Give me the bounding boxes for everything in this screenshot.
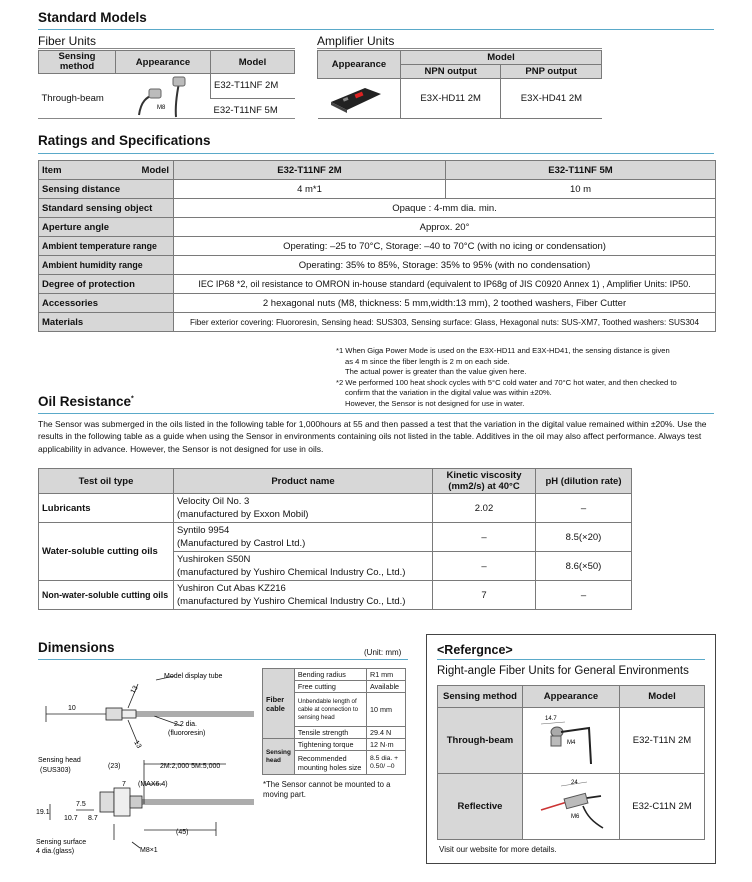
oil-ph: – <box>536 494 632 523</box>
fiber-method: Through-beam <box>41 93 104 104</box>
divider <box>38 118 295 119</box>
spec-fiber-cable: Fiber cable <box>263 669 295 739</box>
ratings-row-label: Sensing distance <box>39 180 174 199</box>
amp-header-pnp: PNP output <box>501 65 602 79</box>
footnote-line: as 4 m since the fiber length is 2 m on each side. <box>345 356 510 366</box>
spec-value: R1 mm <box>367 669 406 681</box>
section-rule <box>437 659 705 660</box>
ratings-value: Approx. 20° <box>174 218 716 237</box>
ratings-row-label: Materials <box>39 313 174 332</box>
footnote-line: The actual power is greater than the value given here. <box>345 367 527 377</box>
ref-header-appearance: Appearance <box>523 686 620 708</box>
reflective-image <box>531 776 611 834</box>
ref-method: Reflective <box>438 774 523 840</box>
ref-header-method: Sensing method <box>438 686 523 708</box>
dim-length: 2M:2,000 5M:5,000 <box>160 763 221 770</box>
amplifier-image <box>321 80 391 114</box>
dim-thirteen-b: 13 <box>132 739 143 750</box>
amp-appearance <box>318 79 401 119</box>
product-name: Yushiroken S50N <box>177 554 251 565</box>
oil-type: Water-soluble cutting oils <box>39 523 174 581</box>
dim-10-7: 10.7 <box>64 815 78 822</box>
oil-paragraph: The Sensor was submerged in the oils listed in the following table for 1,000hours at 55 and then passed a test that the variation in the digital value remained within ±20%. Use the results in the following table as a guide when using the Sensor in environments containing oils not listed in the table. Additives in the oil may also affect performance. Always test applicability in advance. However, the Sensor is not designed for use in oils. <box>38 419 707 454</box>
ref-method: Through-beam <box>438 708 523 774</box>
divider <box>317 48 602 49</box>
dimensions-drawing <box>36 664 262 860</box>
ratings-value: Operating: –25 to 70°C, Storage: –40 to 70°C (with no icing or condensation) <box>174 237 716 256</box>
oil-viscosity: – <box>433 523 536 552</box>
ref-dim-2: M4 <box>567 740 576 746</box>
oil-viscosity: – <box>433 552 536 581</box>
ratings-value: IEC IP68 *2, oil resistance to OMRON in-house standard (equivalent to IP68g of JIS C0920 Annex 1) , Amplifier Units: IP50. <box>174 275 716 294</box>
section-rule <box>38 153 714 154</box>
fiber-model-2: E32-T11NF 5M <box>213 105 278 117</box>
ref-model: E32-C11N 2M <box>620 774 705 840</box>
spec-value: 12 N·m <box>367 739 406 751</box>
m8-label: M8 <box>156 105 165 111</box>
ratings-col-2: E32-T11NF 5M <box>446 161 716 180</box>
reference-footer: Visit our website for more details. <box>439 845 557 854</box>
product-name: Syntilo 9954 <box>177 525 230 536</box>
spec-sensing-head: Sensing head <box>263 739 295 775</box>
ratings-value: 2 hexagonal nuts (M8, thickness: 5 mm,width:13 mm), 2 toothed washers, Fiber Cutter <box>174 294 716 313</box>
spec-key: Bending radius <box>294 669 366 681</box>
spec-value: Available <box>367 681 406 693</box>
product-maker: (Manufactured by Castrol Ltd.) <box>177 538 306 549</box>
footnote-line: However, the Sensor is not designed for use in water. <box>345 398 525 408</box>
dim-23: (23) <box>108 763 121 770</box>
dim-surface: Sensing surface <box>36 839 87 846</box>
ratings-row-label: Aperture angle <box>39 218 174 237</box>
ref-dim-2: M6 <box>571 814 580 820</box>
dim-8-7: 8.7 <box>88 815 98 822</box>
fiber-spec-table <box>262 668 406 775</box>
section-rule <box>38 29 714 30</box>
oil-product <box>174 494 433 523</box>
ref-header-model: Model <box>620 686 705 708</box>
oil-type: Non-water-soluble cutting oils <box>39 581 174 610</box>
ref-appearance <box>523 774 620 840</box>
oil-product <box>174 581 433 610</box>
oil-header-viscosity: Kinetic viscosity (mm2/s) at 40°C <box>433 469 536 494</box>
spec-key: Tensile strength <box>294 727 366 739</box>
oil-ph: 8.5(×20) <box>536 523 632 552</box>
oil-product <box>174 523 433 552</box>
fiber-appearance <box>116 74 211 124</box>
dim-thirteen-a: 13 <box>129 684 140 695</box>
dim-dia: 2.2 dia. <box>174 721 197 728</box>
oil-ph: – <box>536 581 632 610</box>
oil-ph: 8.6(×50) <box>536 552 632 581</box>
section-rule <box>38 659 408 660</box>
amp-pnp-model: E3X-HD41 2M <box>501 79 602 119</box>
amplifier-table <box>317 50 602 119</box>
ref-model: E32-T11N 2M <box>620 708 705 774</box>
sensing-distance-2m: 4 m*1 <box>297 183 322 195</box>
reference-box <box>426 634 716 864</box>
oil-product <box>174 552 433 581</box>
dim-7-5: 7.5 <box>76 801 86 808</box>
ref-dim-1: 14.7 <box>545 716 557 722</box>
reference-table <box>437 685 705 840</box>
standard-models-title: Standard Models <box>38 10 147 25</box>
dim-seven: 7 <box>122 781 126 788</box>
ratings-value: Opaque : 4-mm dia. min. <box>174 199 716 218</box>
ratings-title: Ratings and Specifications <box>38 133 211 148</box>
ratings-row-label: Standard sensing object <box>39 199 174 218</box>
product-maker: (manufactured by Exxon Mobil) <box>177 509 309 520</box>
oil-viscosity: 2.02 <box>433 494 536 523</box>
spec-value: 10 mm <box>367 693 406 727</box>
fiber-model-1: E32-T11NF 2M <box>211 74 295 99</box>
dim-fluoro: (fluororesin) <box>168 730 206 737</box>
footnote-line: *2 We performed 100 heat shock cycles with 5°C cold water and 70°C hot water, and then checked to <box>336 377 677 387</box>
dim-model-tube: Model display tube <box>164 673 223 680</box>
dim-max: (MAX6.4) <box>138 781 168 788</box>
spec-key: Recommended mounting holes size <box>294 751 366 775</box>
dimensions-unit: (Unit: mm) <box>364 648 402 657</box>
ref-appearance <box>523 708 620 774</box>
dim-m8: M8×1 <box>140 847 158 854</box>
oil-resistance-title: Oil Resistance* <box>38 394 134 409</box>
dim-45: (45) <box>176 829 189 836</box>
divider <box>38 48 295 49</box>
product-name: Velocity Oil No. 3 <box>177 496 250 507</box>
ratings-value: Operating: 35% to 85%, Storage: 35% to 95% (with no condensation) <box>174 256 716 275</box>
fiber-units-table <box>38 50 295 123</box>
spec-value: 8.5 dia. + 0.50/ –0 <box>367 751 406 775</box>
reference-subtitle: Right-angle Fiber Units for General Environments <box>437 665 689 677</box>
ratings-header-item-model <box>39 161 174 180</box>
header-sensing-method: Sensing method <box>39 51 116 74</box>
ratings-row-label: Ambient temperature range <box>39 237 174 256</box>
spec-note: *The Sensor cannot be mounted to a moving part. <box>263 780 391 799</box>
section-rule <box>38 413 714 414</box>
dim-19-1: 19.1 <box>36 809 50 816</box>
product-maker: (manufactured by Yushiro Chemical Industry Co., Ltd.) <box>177 567 406 578</box>
ratings-col-1: E32-T11NF 2M <box>174 161 446 180</box>
amp-npn-model: E3X-HD11 2M <box>401 79 501 119</box>
header-appearance: Appearance <box>116 51 211 74</box>
dim-glass: 4 dia.(glass) <box>36 848 75 855</box>
dim-ten: 10 <box>68 705 76 712</box>
ratings-header-model: Model <box>141 164 169 176</box>
header-model: Model <box>211 51 295 74</box>
product-name: Yushiron Cut Abas KZ216 <box>177 583 286 594</box>
ratings-value: Fiber exterior covering: Fluororesin, Sensing head: SUS303, Sensing surface: Glass, Hexagonal nuts: SUS-XM7, Toothed washers: SUS304 <box>174 313 716 332</box>
reference-title: <Refergnce> <box>437 643 513 657</box>
through-beam-image <box>531 710 611 768</box>
fiber-sensor-image <box>119 75 203 119</box>
footnote-line: confirm that the variation in the digital value was within ±20%. <box>345 388 552 398</box>
spec-value: 29.4 N <box>367 727 406 739</box>
ratings-row-label: Ambient humidity range <box>39 256 174 275</box>
spec-key: Tightening torque <box>294 739 366 751</box>
ratings-table <box>38 160 716 332</box>
ratings-value: 10 m <box>446 180 716 199</box>
amp-header-model: Model <box>401 51 602 65</box>
spec-key: Unbendable length of cable at connection to sensing head <box>294 693 366 727</box>
spec-key: Free cutting <box>294 681 366 693</box>
oil-type: Lubricants <box>39 494 174 523</box>
oil-table <box>38 468 632 610</box>
amp-header-appearance: Appearance <box>318 51 401 79</box>
fiber-units-title: Fiber Units <box>38 34 97 48</box>
ratings-row-label: Degree of protection <box>39 275 174 294</box>
amplifier-units-title: Amplifier Units <box>317 34 395 48</box>
dim-sus: (SUS303) <box>40 767 71 774</box>
dim-head: Sensing head <box>38 757 81 764</box>
dimensions-title: Dimensions <box>38 640 115 655</box>
product-maker: (manufactured by Yushiro Chemical Industry Co., Ltd.) <box>177 596 406 607</box>
footnote-line: *1 When Giga Power Mode is used on the E3X-HD11 and E3X-HD41, the sensing distance is given <box>336 346 670 355</box>
oil-header-type: Test oil type <box>39 469 174 494</box>
ratings-footnotes <box>336 346 716 410</box>
ratings-value <box>174 180 446 199</box>
oil-header-ph: pH (dilution rate) <box>536 469 632 494</box>
oil-viscosity: 7 <box>433 581 536 610</box>
oil-header-product: Product name <box>174 469 433 494</box>
amp-header-npn: NPN output <box>401 65 501 79</box>
ref-dim-1: 24 <box>571 780 578 786</box>
ratings-row-label: Accessories <box>39 294 174 313</box>
ratings-header-item: Item <box>42 164 62 176</box>
